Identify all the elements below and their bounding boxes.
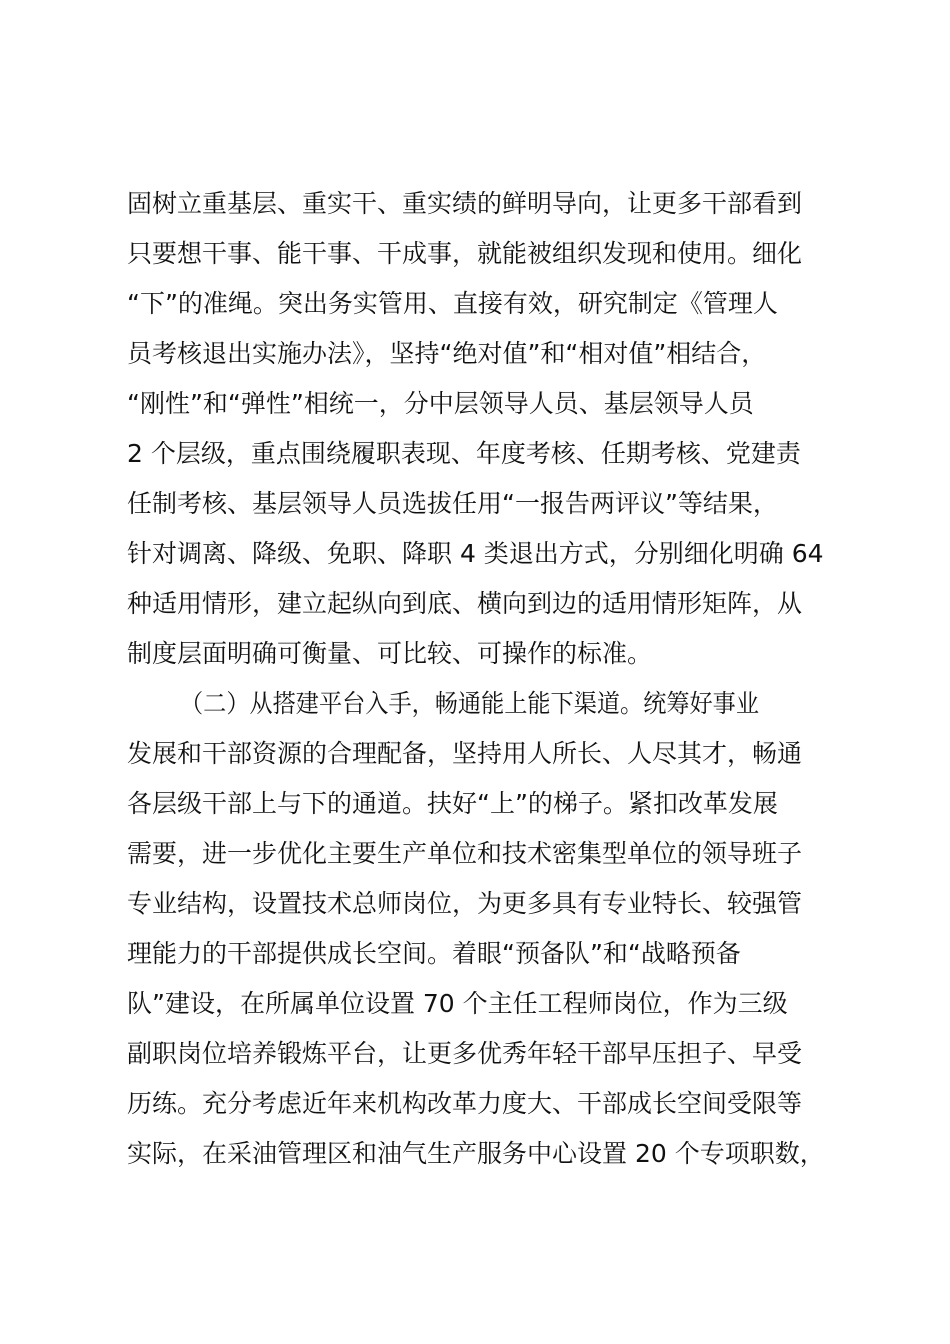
text-line: 队”建设，在所属单位设置 70 个主任工程师岗位，作为三级 bbox=[127, 989, 788, 1018]
text-line: 各层级干部上与下的通道。扶好“上”的梯子。紧扣改革发展 bbox=[127, 789, 778, 818]
text-line: “刚性”和“弹性”相统一，分中层领导人员、基层领导人员 bbox=[127, 389, 754, 418]
text-line: 副职岗位培养锻炼平台，让更多优秀年轻干部早压担子、早受 bbox=[127, 1039, 803, 1068]
section-heading-line: （二）从搭建平台入手，畅通能上能下渠道。统筹好事业 bbox=[180, 689, 760, 718]
text-line: 发展和干部资源的合理配备，坚持用人所长、人尽其才，畅通 bbox=[127, 739, 803, 768]
text-line: 历练。充分考虑近年来机构改革力度大、干部成长空间受限等 bbox=[127, 1089, 803, 1118]
text-line: 种适用情形，建立起纵向到底、横向到边的适用情形矩阵，从 bbox=[127, 589, 803, 618]
text-line: 实际，在采油管理区和油气生产服务中心设置 20 个专项职数， bbox=[127, 1139, 825, 1168]
text-line: 固树立重基层、重实干、重实绩的鲜明导向，让更多干部看到 bbox=[127, 189, 803, 218]
text-line: 员考核退出实施办法》，坚持“绝对值”和“相对值”相结合， bbox=[127, 339, 767, 368]
text-line: 2 个层级，重点围绕履职表现、年度考核、任期考核、党建责 bbox=[127, 439, 801, 468]
text-line: 理能力的干部提供成长空间。着眼“预备队”和“战略预备 bbox=[127, 939, 741, 968]
text-line: 任制考核、基层领导人员选拔任用“一报告两评议”等结果， bbox=[127, 489, 778, 518]
text-line: 制度层面明确可衡量、可比较、可操作的标准。 bbox=[127, 639, 653, 668]
text-line: 专业结构，设置技术总师岗位，为更多具有专业特长、较强管 bbox=[127, 889, 803, 918]
text-line: 只要想干事、能干事、干成事，就能被组织发现和使用。细化 bbox=[127, 239, 803, 268]
text-line: 针对调离、降级、免职、降职 4 类退出方式，分别细化明确 64 bbox=[127, 539, 824, 568]
text-line: “下”的准绳。突出务实管用、直接有效，研究制定《管理人 bbox=[127, 289, 778, 318]
text-line: 需要，进一步优化主要生产单位和技术密集型单位的领导班子 bbox=[127, 839, 803, 868]
